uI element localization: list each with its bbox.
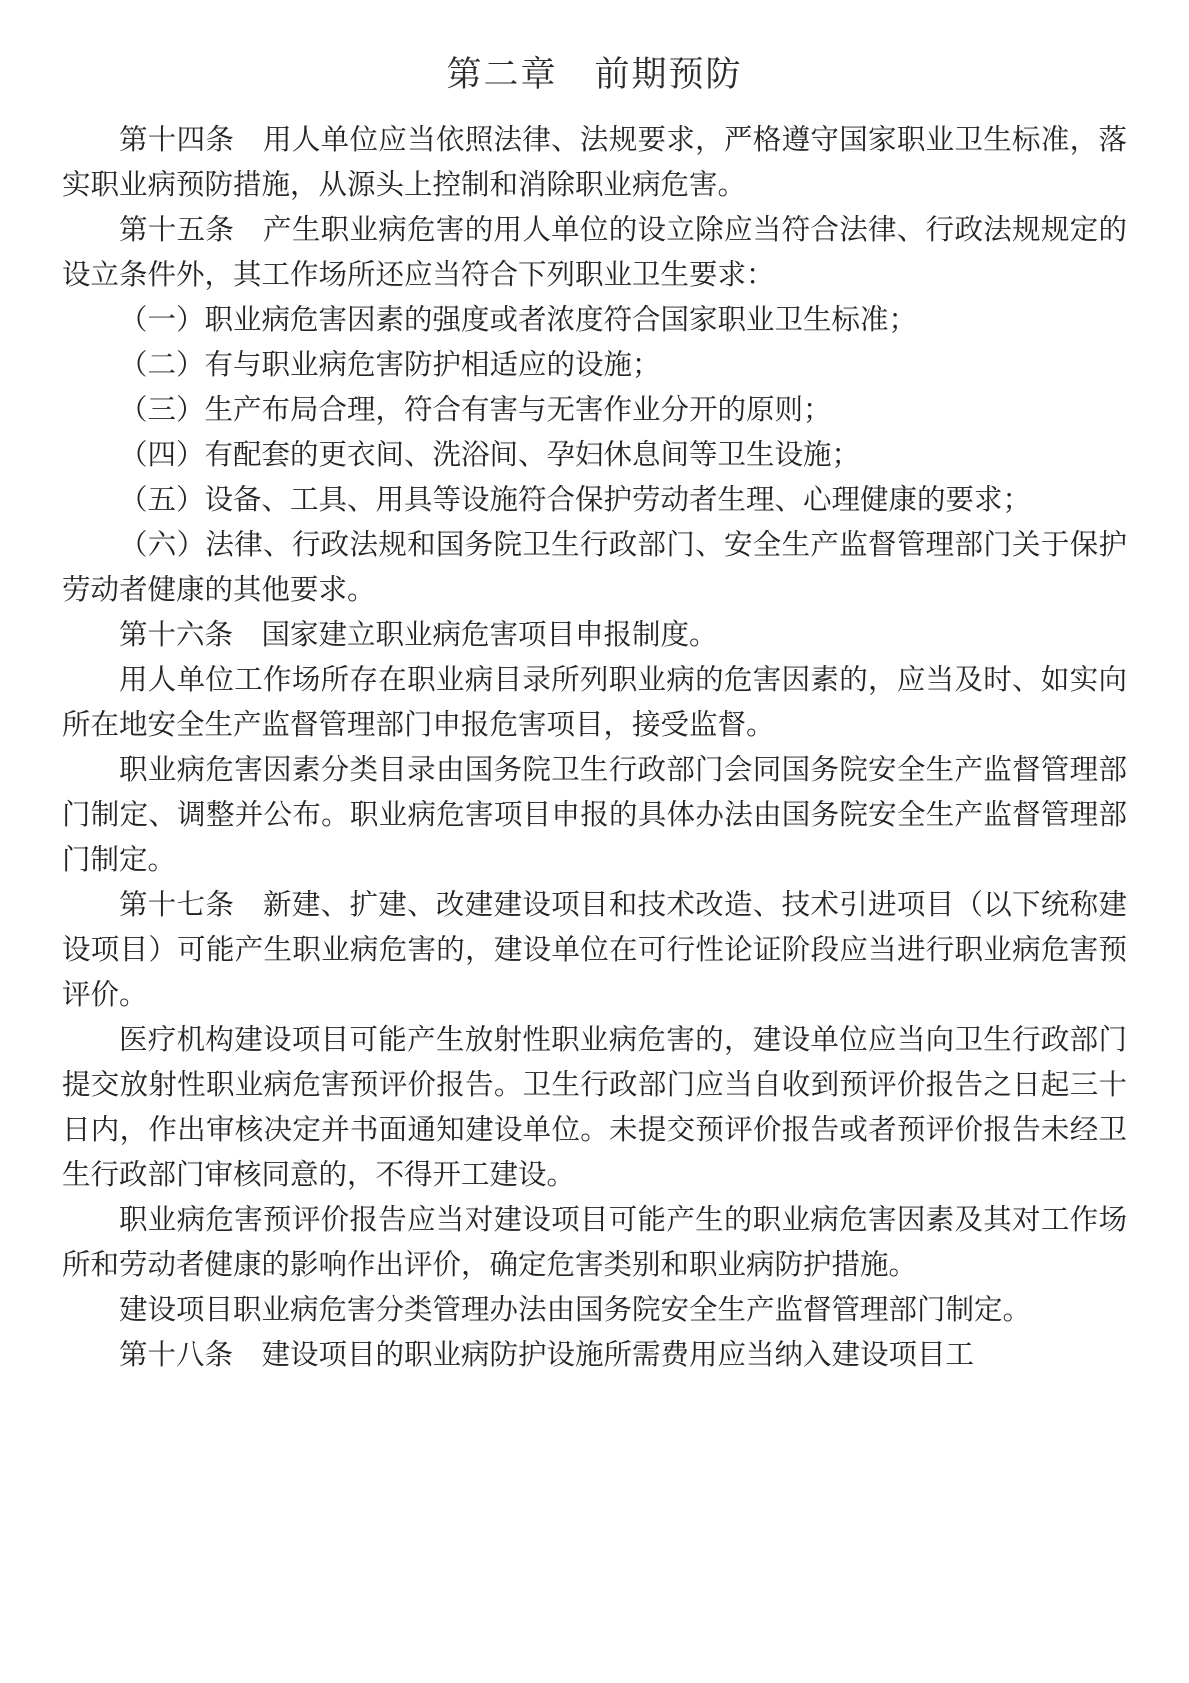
paragraph: 用人单位工作场所存在职业病目录所列职业病的危害因素的，应当及时、如实向所在地安全生产监督管理部门申报危害项目，接受监督。 <box>62 663 1127 742</box>
paragraph: 职业病危害预评价报告应当对建设项目可能产生的职业病危害因素及其对工作场所和劳动者健康的影响作出评价，确定危害类别和职业病防护措施。 <box>62 1203 1127 1282</box>
paragraph: 第十五条 产生职业病危害的用人单位的设立除应当符合法律、行政法规规定的设立条件外，其工作场所还应当符合下列职业卫生要求： <box>62 213 1127 292</box>
paragraph: 第十七条 新建、扩建、改建建设项目和技术改造、技术引进项目（以下统称建设项目）可能产生职业病危害的，建设单位在可行性论证阶段应当进行职业病危害预评价。 <box>62 888 1127 1012</box>
paragraph: 建设项目职业病危害分类管理办法由国务院安全生产监督管理部门制定。 <box>119 1293 1032 1327</box>
paragraph: 第十六条 国家建立职业病危害项目申报制度。 <box>119 618 718 652</box>
page-title: 第二章 前期预防 <box>446 55 743 95</box>
paragraph: （六）法律、行政法规和国务院卫生行政部门、安全生产监督管理部门关于保护劳动者健康的其他要求。 <box>62 528 1127 607</box>
paragraph: （四）有配套的更衣间、洗浴间、孕妇休息间等卫生设施； <box>119 438 861 472</box>
paragraph: 第十八条 建设项目的职业病防护设施所需费用应当纳入建设项目工 <box>119 1338 975 1372</box>
paragraph: （一）职业病危害因素的强度或者浓度符合国家职业卫生标准； <box>119 303 918 337</box>
paragraph: （五）设备、工具、用具等设施符合保护劳动者生理、心理健康的要求； <box>119 483 1032 517</box>
paragraph: 医疗机构建设项目可能产生放射性职业病危害的，建设单位应当向卫生行政部门提交放射性职业病危害预评价报告。卫生行政部门应当自收到预评价报告之日起三十日内，作出审核决定并书面通知建设单位。未提交预评价报告或者预评价报告未经卫生行政部门审核同意的，不得开工建设。 <box>62 1023 1127 1192</box>
paragraph: （二）有与职业病危害防护相适应的设施； <box>119 348 661 382</box>
paragraph: 第十四条 用人单位应当依照法律、法规要求，严格遵守国家职业卫生标准，落实职业病预防措施，从源头上控制和消除职业病危害。 <box>62 123 1127 202</box>
paragraph: 职业病危害因素分类目录由国务院卫生行政部门会同国务院安全生产监督管理部门制定、调整并公布。职业病危害项目申报的具体办法由国务院安全生产监督管理部门制定。 <box>62 753 1127 877</box>
paragraph: （三）生产布局合理，符合有害与无害作业分开的原则； <box>119 393 832 427</box>
document-body <box>62 117 1127 1377</box>
